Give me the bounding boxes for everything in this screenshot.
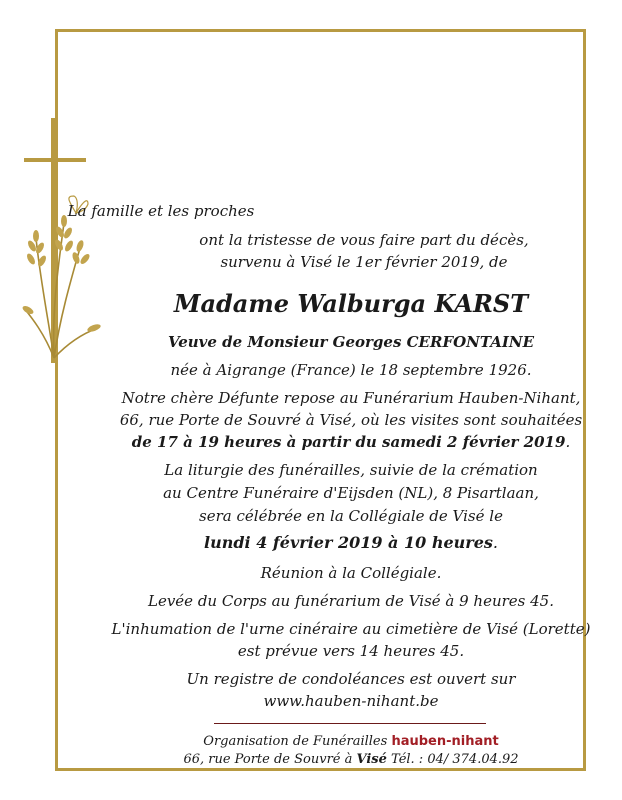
footer-address — [40, 750, 622, 770]
footer-organisation — [40, 732, 622, 752]
ceremony-line-3: sera célébrée en la Collégiale de Visé le — [199, 507, 503, 525]
meeting-line: Réunion à la Collégiale. — [260, 564, 442, 582]
deceased-name: Madame Walburga KARST — [173, 289, 529, 318]
birth-line: née à Aigrange (France) le 18 septembre 1926. — [170, 361, 532, 379]
visitation-line-1: Notre chère Défunte repose au Funérarium Hauben-Nihant, — [121, 389, 581, 407]
visitation-hours: de 17 à 19 heures à partir du samedi 2 février 2019 — [131, 433, 566, 451]
ceremony-date-period: . — [492, 533, 498, 552]
brand-logo: hauben-nihant — [391, 734, 499, 749]
ceremony-line-2: au Centre Funéraire d'Eijsden (NL), 8 Pisartlaan, — [163, 484, 539, 502]
intro-line-3: survenu à Visé le 1er février 2019, de — [220, 253, 508, 271]
inhumation-line-1: L'inhumation de l'urne cinéraire au cimetière de Visé (Lorette) — [111, 620, 591, 638]
ceremony-date-text: lundi 4 février 2019 à 10 heures — [204, 533, 493, 552]
condolences-url[interactable]: www.hauben-nihant.be — [263, 692, 439, 710]
intro-line-2: ont la tristesse de vous faire part du décès, — [199, 231, 529, 249]
intro-line-1: La famille et les proches — [67, 202, 255, 220]
inhumation-line-2: est prévue vers 14 heures 45. — [237, 642, 465, 660]
ceremony-line-1: La liturgie des funérailles, suivie de la crémation — [164, 461, 538, 479]
visitation-line-3 — [40, 432, 622, 452]
ceremony-date — [40, 533, 622, 553]
visitation-line-2: 66, rue Porte de Souvré à Visé, où les visites sont souhaitées — [119, 411, 583, 429]
spouse-line: Veuve de Monsieur Georges CERFONTAINE — [167, 333, 535, 351]
footer-address-prefix: 66, rue Porte de Souvré à — [183, 752, 353, 767]
condolences-line: Un registre de condoléances est ouvert sur — [186, 670, 516, 688]
visitation-period: . — [565, 433, 571, 451]
footer-divider — [214, 723, 486, 724]
footer-org-label: Organisation de Funérailles — [203, 734, 388, 749]
levee-line: Levée du Corps au funérarium de Visé à 9 heures 45. — [147, 592, 554, 610]
footer-phone: Tél. : 04/ 374.04.92 — [391, 752, 519, 767]
footer-city: Visé — [356, 752, 387, 767]
